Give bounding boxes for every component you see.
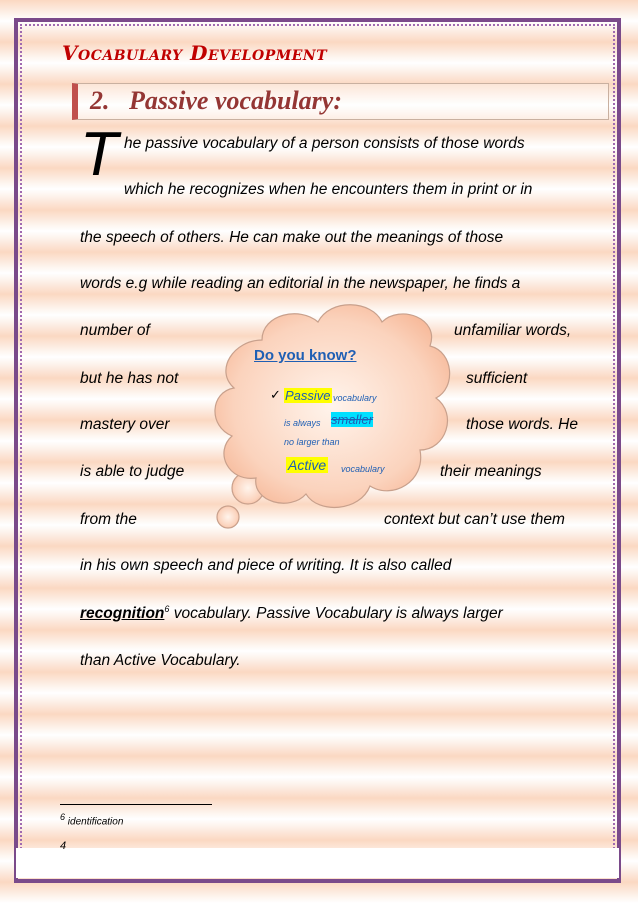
body-line-6-left: but he has not: [80, 370, 179, 387]
term-recognition: recognition: [80, 605, 165, 623]
body-line-5-left: number of: [80, 322, 150, 339]
body-line-9-left: from the: [80, 511, 137, 528]
callout-is-always: is always: [284, 418, 321, 428]
callout-active: Active: [288, 457, 327, 473]
body-line-10: in his own speech and piece of writing. It is also called: [80, 557, 452, 574]
body-line-5-right: unfamiliar words,: [454, 322, 572, 339]
running-header: Vocabulary Development: [62, 41, 328, 65]
body-line-12: than Active Vocabulary.: [80, 652, 241, 669]
body-line-8-right: their meanings: [440, 463, 542, 480]
callout-vocabulary-2: vocabulary: [341, 464, 385, 474]
callout-heading: Do you know?: [254, 347, 357, 364]
footnote: [60, 812, 123, 827]
cloud-bubble-small: [217, 506, 239, 528]
body-line-11-rest: vocabulary. Passive Vocabulary is always larger: [169, 605, 503, 623]
body-line-2: which he recognizes when he encounters them in print or in: [124, 181, 533, 198]
callout-passive: Passive: [285, 388, 331, 403]
body-line-4: words e.g while reading an editorial in the newspaper, he finds a: [80, 275, 521, 292]
body-line-11: [80, 604, 503, 623]
body-line-3: the speech of others. He can make out the meanings of those: [80, 229, 504, 246]
drop-cap: T: [80, 120, 118, 189]
callout-no-larger: no larger than: [284, 437, 340, 447]
callout-vocabulary-1: vocabulary: [333, 393, 377, 403]
footnote-ref[interactable]: 6: [164, 604, 170, 614]
body-line-7-left: mastery over: [80, 416, 170, 433]
footnote-text: identification: [65, 816, 124, 828]
body-line-9-right: context but can’t use them: [384, 511, 565, 528]
footnote-mark: 6: [60, 812, 66, 822]
callout-smaller: smaller: [331, 412, 373, 427]
body-line-8-left: is able to judge: [80, 463, 185, 480]
checkmark-icon: ✓: [270, 387, 281, 402]
cloud-body: [215, 305, 450, 508]
body-line-6-right: sufficient: [466, 370, 528, 387]
body-line-7-right: those words. He: [466, 416, 578, 433]
body-line-1: he passive vocabulary of a person consists of those words: [124, 135, 525, 152]
footnote-divider: [60, 804, 212, 805]
section-title-text: Passive vocabulary:: [129, 86, 343, 115]
page-number: 4: [60, 840, 67, 852]
section-number: 2.: [90, 86, 110, 115]
